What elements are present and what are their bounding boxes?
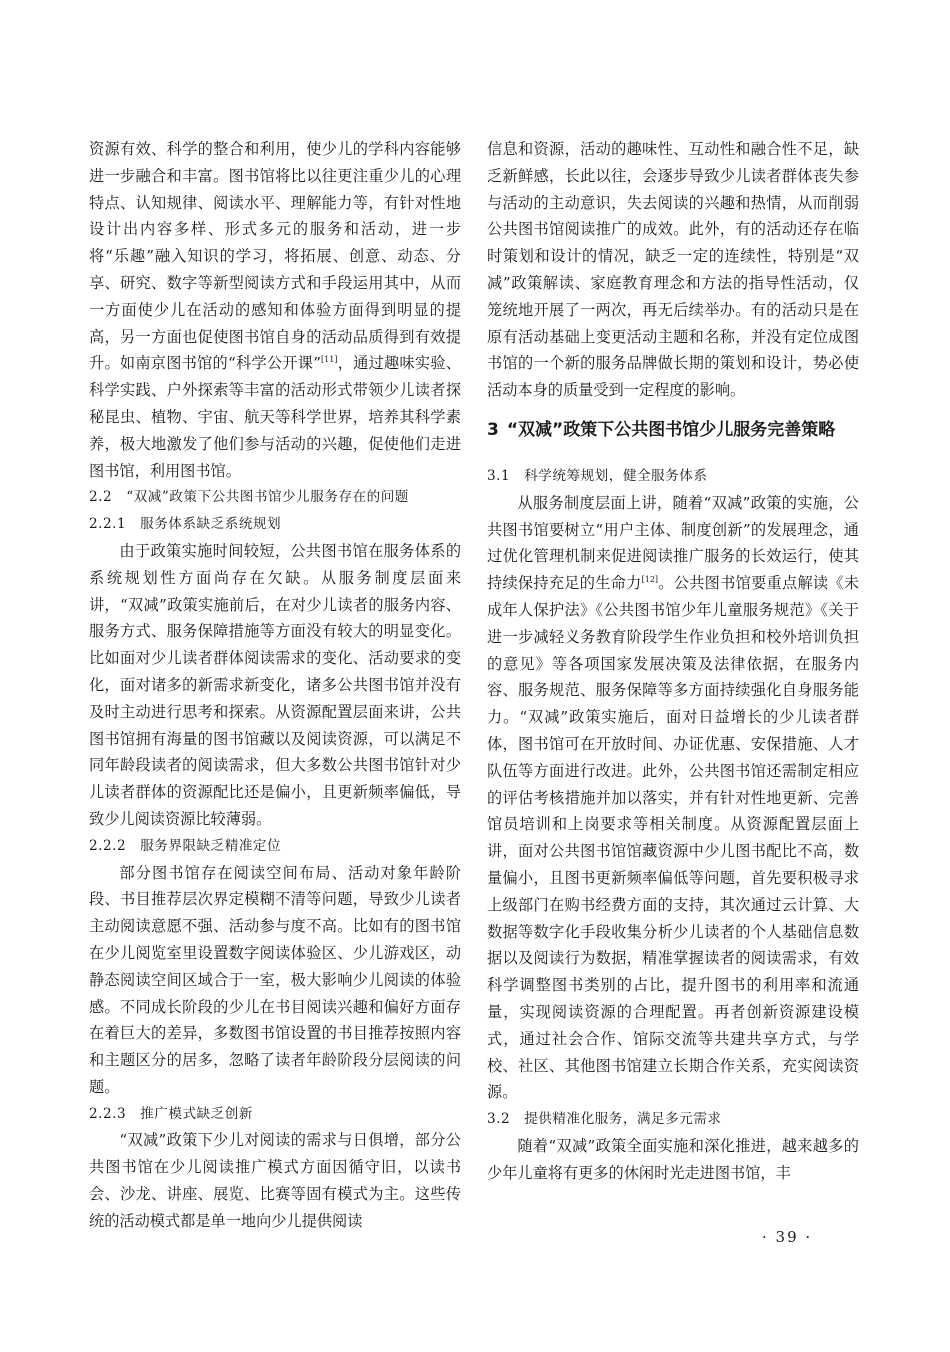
section-heading-3-2: 3.2 提供精准化服务，满足多元需求 xyxy=(487,1111,722,1128)
paragraph-promotion-mode: “双减”政策下少儿对阅读的需求与日俱增，部分公共图书馆在少儿阅读推广模式方面因循守旧，以读书会、沙龙、讲座、展览、比赛等固有模式为主。这些传统的活动模式都是单一地向少儿提供阅读 xyxy=(89,1131,461,1230)
section-heading-2-2-3: 2.2.3 推广模式缺乏创新 xyxy=(89,1105,253,1122)
left-column xyxy=(89,136,461,1235)
page-number: · 39 · xyxy=(762,1228,813,1246)
paragraph-service-boundary: 部分图书馆存在阅读空间布局、活动对象年龄阶段、书目推荐层次界定模糊不清等问题，导致少儿读者主动阅读意愿不强、活动参与度不高。比如有的图书馆在少儿阅览室里设置数字阅读体验区、少儿游戏区，动静态阅读空间区域合于一室，极大影响少儿阅读的体验感。不同成长阶段的少儿在书目阅读兴趣和偏好方面存在着巨大的差异，多数图书馆设置的书目推荐按照内容和主题区分的居多，忽略了读者年龄阶段分层阅读的问题。 xyxy=(89,863,461,1096)
citation-12: [12] xyxy=(641,575,659,585)
section-heading-3: 3 “双减”政策下公共图书馆少儿服务完善策略 xyxy=(487,419,836,440)
section-heading-2-2-2: 2.2.2 服务界限缺乏精准定位 xyxy=(89,837,282,854)
section-heading-2-2: 2.2 “双减”政策下公共图书馆少儿服务存在的问题 xyxy=(89,489,409,506)
section-heading-2-2-1: 2.2.1 服务体系缺乏系统规划 xyxy=(89,516,282,533)
paragraph-resource-integration: 资源有效、科学的整合和利用，使少儿的学科内容能够进一步融合和丰富。图书馆将比以往更注重少儿的心理特点、认知规律、阅读水平、理解能力等，有针对性地设计出内容多样、形式多元的服务和活动，进一步将“乐趣”融入知识的学习，将拓展、创意、动态、分享、研究、数字等新型阅读方式和手段运用其中，从而一方面使少儿在活动的感知和体验方面得到明显的提高，另一方面也促使图书馆自身的活动品质得到有效提升。如南京图书馆的“科学公开课”[11]，通过趣味实验、科学实践、户外探索等丰富的活动形式带领少儿读者探秘昆虫、植物、宇宙、航天等科学世界，培养其科学素养，极大地激发了他们参与活动的兴趣，促使他们走进图书馆，利用图书馆。 xyxy=(89,140,461,480)
paragraph-precise-service: 随着“双减”政策全面实施和深化推进，越来越多的少年儿童将有更多的休闲时光走进图书馆，丰 xyxy=(487,1136,859,1182)
citation-11: [11] xyxy=(321,355,338,365)
right-column xyxy=(487,136,859,1186)
paragraph-activity-issues: 信息和资源，活动的趣味性、互动性和融合性不足，缺乏新鲜感，长此以往，会逐步导致少儿读者群体丧失参与活动的主动意识，失去阅读的兴趣和热情，从而削弱公共图书馆阅读推广的成效。此外，有的活动还存在临时策划和设计的情况，缺乏一定的连续性，特别是“双减”政策解读、家庭教育理念和方法的指导性活动，仅笼统地开展了一两次，再无后续举办。有的活动只是在原有活动基础上变更活动主题和名称，并没有定位成图书馆的一个新的服务品牌做长期的策划和设计，势必使活动本身的质量受到一定程度的影响。 xyxy=(487,140,859,400)
section-heading-3-1: 3.1 科学统筹规划，健全服务体系 xyxy=(487,467,708,484)
paragraph-planning: 从服务制度层面上讲，随着“双减”政策的实施，公共图书馆要树立“用户主体、制度创新”的发展理念，通过优化管理机制来促进阅读推广服务的长效运行，使其持续保持充足的生命力[12]。公共图书馆要重点解读《未成年人保护法》《公共图书馆少年儿童服务规范》《关于进一步减轻义务教育阶段学生作业负担和校外培训负担的意见》等各项国家发展决策及法律依据，在服务内容、服务规范、服务保障等多方面持续强化自身服务能力。“双减”政策实施后，面对日益增长的少儿读者群体，图书馆可在开放时间、办证优惠、安保措施、人才队伍等方面进行改进。此外，公共图书馆还需制定相应的评估考核措施并加以落实，并有针对性地更新、完善馆员培训和上岗要求等相关制度。从资源配置层面上讲，面对公共图书馆馆藏资源中少儿图书配比不高，数量偏小，且图书更新频率偏低等问题，首先要积极寻求上级部门在购书经费方面的支持，其次通过云计算、大数据等数字化手段收集分析少儿读者的个人基础信息数据以及阅读行为数据，精准掌握读者的阅读需求，有效科学调整图书类别的占比，提升图书的利用率和流通量，实现阅读资源的合理配置。再者创新资源建设模式，通过社会合作、馆际交流等共建共享方式，与学校、社区、其他图书馆建立长期合作关系，充实阅读资源。 xyxy=(487,493,860,1102)
paragraph-service-system: 由于政策实施时间较短，公共图书馆在服务体系的系统规划性方面尚存在欠缺。从服务制度层面来讲，“双减”政策实施前后，在对少儿读者的服务内容、服务方式、服务保障措施等方面没有较大的明显变化。比如面对少儿读者群体阅读需求的变化、活动要求的变化，面对诸多的新需求新变化，诸多公共图书馆并没有及时主动进行思考和探索。从资源配置层面来讲，公共图书馆拥有海量的图书馆藏以及阅读资源，可以满足不同年龄段读者的阅读需求，但大多数公共图书馆针对少儿读者群体的资源配比还是偏小，且更新频率偏低，导致少儿阅读资源比较薄弱。 xyxy=(89,541,461,828)
